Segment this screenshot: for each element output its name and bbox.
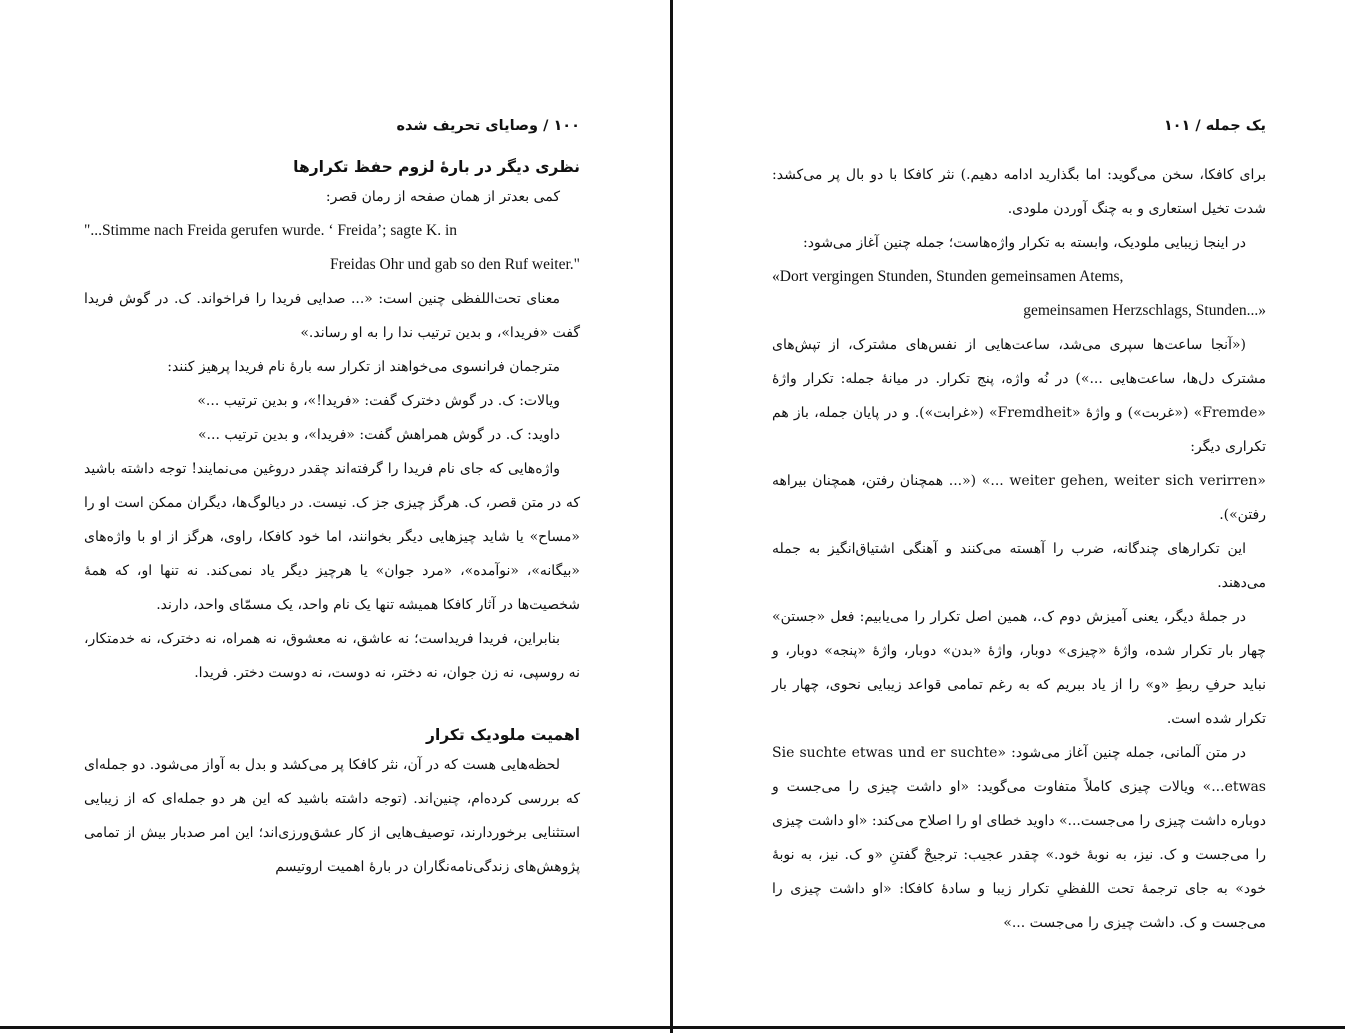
page-divider [670, 0, 673, 1033]
paragraph: معنای تحت‌اللفظی چنین است: «... صدایی فریدا را فراخواند. ک. در گوش فریدا گفت «فریدا»، و بدین ترتیب ندا را به او رساند.» [84, 291, 580, 341]
paragraph: لحظه‌هایی هست که در آن، نثر کافکا پر می‌کشد و بدل به آواز می‌شود. دو جمله‌ای که بررسی کرده‌ام، چنین‌اند. (توجه داشته باشید که این هر دو جمله‌ای که از زیبایی استثنایی برخوردارند، توصیف‌هایی از کار عشق‌ورزی‌اند؛ این امر صدبار بیش از تمامی پژوهش‌های زندگی‌نامه‌نگاران در بارهٔ اهمیت اروتیسم [84, 757, 580, 875]
left-page [84, 118, 580, 884]
paragraph: در جملهٔ دیگر، یعنی آمیزش دوم ک.، همین اصل تکرار را می‌یابیم: فعل «جستن» چهار بار تکرار شده، واژهٔ «چیزی» دوبار، واژهٔ «بدن» دوبار، واژهٔ «پنجه» دوبار، و نباید حرفِ ربطِ «و» را از یاد ببریم که به رغم تمامی قواعد زیبایی نحوی، چهار بار تکرار شده است. [772, 609, 1266, 727]
german-quote-line: «Dort vergingen Stunden, Stunden gemeinsamen Atems, [772, 268, 1124, 285]
section-title-repetitions: نظری دیگر در بارهٔ لزوم حفظ تکرارها [293, 158, 580, 176]
paragraph: در متن آلمانی، جمله چنین آغاز می‌شود: «Sie suchte etwas und er suchte etwas...» ویالات چیزی کاملاً متفاوت می‌گوید: «او داشت چیزی را می‌جست و دوباره داشت چیزی را می‌جست...» داوید خطای او را اصلاح می‌کند: «او داشت چیزی را می‌جست و ک. نیز، به نوبهٔ خود.» چقدر عجیب: ترجیحْ گفتنِ «و ک. نیز، به نوبهٔ خود» به جای ترجمهٔ تحت اللفظیِ تکرار زیبا و سادهٔ کافکا: «او داشت چیزی را می‌جست و ک. داشت چیزی را می‌جست ...» [772, 745, 1266, 931]
paragraph: بنابراین، فریدا فریداست؛ نه عاشق، نه معشوق، نه همراه، نه دخترک، نه خدمتکار، نه روسپی، نه زن جوان، نه دختر، نه دوست، نه دوست دختر. فریدا. [84, 631, 580, 681]
paragraph: واژه‌هایی که جای نام فریدا را گرفته‌اند چقدر دروغین می‌نمایند! توجه داشته باشید که در متن قصر، ک. هرگز چیزی جز ک. نیست. در دیالوگ‌ها، دیگران ممکن است او را «مساح» یا شاید چیزهایی دیگر بخوانند، اما خود کافکا، راوی، هرگز از او با واژه‌های «بیگانه»، «نوآمده»، «مرد جوان» یا هرچیز دیگر یاد نمی‌کند. نه تنها او، که همهٔ شخصیت‌ها در آثار کافکا همیشه تنها یک نام واحد، یک مسمّای واحد، دارند. [84, 461, 580, 613]
paragraph: («آنجا ساعت‌ها سپری می‌شد، ساعت‌هایی از نفس‌های مشترک، از تپش‌های مشترک دل‌ها، ساعت‌هایی ...») در نُه واژه، پنج تکرار. در میانهٔ جمله: تکرار واژهٔ «Fremde» («غربت») و واژهٔ «Fremdheit» («غرابت»). و در پایان جمله، باز هم تکراری دیگر: [772, 337, 1266, 455]
german-quote-line: "...Stimme nach Freida gerufen wurde. ‘ Freida’; sagte K. in [84, 222, 458, 239]
paragraph: این تکرارهای چندگانه، ضرب را آهسته می‌کنند و آهنگی اشتیاق‌انگیز به جمله می‌دهند. [772, 541, 1266, 591]
german-quote-line: gemeinsamen Herzschlags, Stunden...» [1023, 302, 1266, 319]
paragraph: مترجمان فرانسوی می‌خواهند از تکرار سه بارهٔ نام فریدا پرهیز کنند: [167, 359, 560, 375]
paragraph: کمی بعدتر از همان صفحه از رمان قصر: [325, 189, 560, 205]
german-quote-line: Freidas Ohr und gab so den Ruf weiter." [330, 256, 580, 273]
right-page [772, 118, 1266, 940]
section-title-melodic: اهمیت ملودیک تکرار [426, 726, 580, 744]
paragraph: در اینجا زیبایی ملودیک، وابسته به تکرار واژه‌هاست؛ جمله چنین آغاز می‌شود: [803, 235, 1246, 251]
paragraph: داوید: ک. در گوش همراهش گفت: «فریدا»، و بدین ترتیب ...» [197, 427, 560, 443]
paragraph: ویالات: ک. در گوش دخترک گفت: «فریدا!»، و بدین ترتیب ...» [197, 393, 560, 409]
paragraph: «weiter gehen, weiter sich verirren ...» («... همچنان رفتن، همچنان بیراهه رفتن»). [772, 473, 1266, 523]
paragraph: برای کافکا، سخن می‌گوید: اما بگذارید ادامه دهیم.) نثر کافکا با دو بال پر می‌کشد: شدت تخیل استعاری و به چنگ آوردن ملودی. [772, 167, 1266, 217]
right-page-header: یک جمله / ۱۰۱ [1163, 118, 1266, 134]
left-page-header: ۱۰۰ / وصایای تحریف شده [396, 118, 580, 134]
bottom-rule [0, 1026, 1345, 1029]
